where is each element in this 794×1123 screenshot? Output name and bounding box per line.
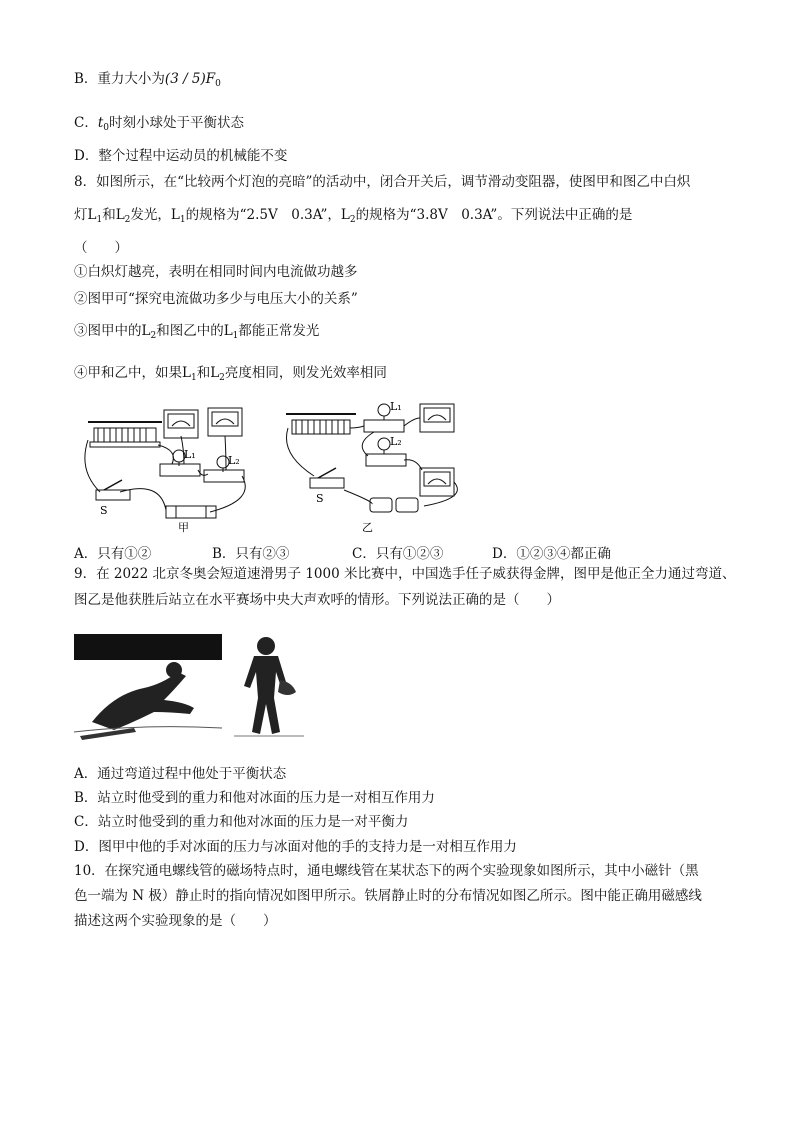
switch-label-jia: S bbox=[100, 504, 108, 517]
q8-options bbox=[74, 542, 714, 560]
q9-stem-line2: 图乙是他获胜后站立在水平赛场中央大声欢呼的情形。下列说法正确的是（ ） bbox=[74, 592, 560, 608]
q7-option-c: C．$t_0$时刻小球处于平衡状态 bbox=[74, 115, 245, 133]
q10-stem-line3: 描述这两个实验现象的是（ ） bbox=[74, 913, 277, 929]
q8-option-a: A．只有①② bbox=[74, 546, 152, 562]
q7-option-b-expression: (3 / 5)F bbox=[164, 71, 216, 87]
skater-cornering-photo bbox=[74, 632, 222, 742]
lamp-l1-label-jia: L₁ bbox=[184, 448, 196, 461]
figure-caption-jia: 甲 bbox=[178, 521, 189, 534]
q8-option-c: C．只有①②③ bbox=[352, 546, 444, 562]
lamp-l2-label-yi: L₂ bbox=[390, 435, 402, 448]
switch-label-yi: S bbox=[316, 492, 324, 505]
q9-option-b: B．站立时他受到的重力和他对冰面的压力是一对相互作用力 bbox=[74, 790, 435, 806]
q8-statement-4: ④甲和乙中，如果$L_1$和$L_2$亮度相同，则发光效率相同 bbox=[74, 365, 387, 383]
q10-stem-line1: 10．在探究通电螺线管的磁场特点时，通电螺线管在某状态下的两个实验现象如图所示，其中小磁针（黑 bbox=[74, 863, 699, 879]
q8-answer-paren: （ ） bbox=[74, 240, 128, 256]
q7-option-b: B．重力大小为$(3 / 5)F_0$ bbox=[74, 71, 221, 89]
q10-stem-line2: 色一端为 N 极）静止时的指向情况如图甲所示。铁屑静止时的分布情况如图乙所示。图中能正确用磁感线 bbox=[74, 888, 702, 904]
q9-option-d: D．图甲中他的手对冰面的压力与冰面对他的手的支持力是一对相互作用力 bbox=[74, 839, 517, 855]
skater-standing-photo bbox=[228, 632, 306, 742]
q8-option-d: D．①②③④都正确 bbox=[492, 546, 611, 562]
figure-caption-yi: 乙 bbox=[362, 521, 373, 534]
q9-option-a: A．通过弯道过程中他处于平衡状态 bbox=[74, 766, 287, 782]
q8-statement-1: ①白炽灯越亮，表明在相同时间内电流做功越多 bbox=[74, 264, 358, 280]
q8-statement-2: ②图甲可“探究电流做功多少与电压大小的关系” bbox=[74, 291, 358, 307]
lamp-l1-label-yi: L₁ bbox=[390, 400, 402, 413]
circuit-figure-jia bbox=[80, 400, 270, 535]
q7-option-d: D．整个过程中运动员的机械能不变 bbox=[74, 148, 288, 164]
q8-stem-line1: 8．如图所示，在“比较两个灯泡的亮暗”的活动中，闭合开关后，调节滑动变阻器，使图甲和图乙中白炽 bbox=[74, 174, 691, 190]
lamp-l2-label-jia: L₂ bbox=[228, 454, 240, 467]
circuit-figure-yi bbox=[284, 398, 474, 535]
q8-option-b: B．只有②③ bbox=[212, 546, 290, 562]
rheostat-body bbox=[94, 428, 156, 442]
speed-skater-photos bbox=[74, 632, 308, 744]
q8-statement-3: ③图甲中的$L_2$和图乙中的$L_1$都能正常发光 bbox=[74, 323, 320, 341]
q9-stem-line1: 9．在 2022 北京冬奥会短道速滑男子 1000 米比赛中，中国选手任子威获得金牌，图甲是他正全力通过弯道、 bbox=[74, 566, 736, 582]
q8-stem-line2: 灯$L_1$和$L_2$发光，$L_1$的规格为“2.5V 0.3A”，$L_2$的规格为“3.8V 0.3A”。下列说法中正确的是 bbox=[74, 207, 633, 225]
q9-option-c: C．站立时他受到的重力和他对冰面的压力是一对平衡力 bbox=[74, 814, 409, 830]
